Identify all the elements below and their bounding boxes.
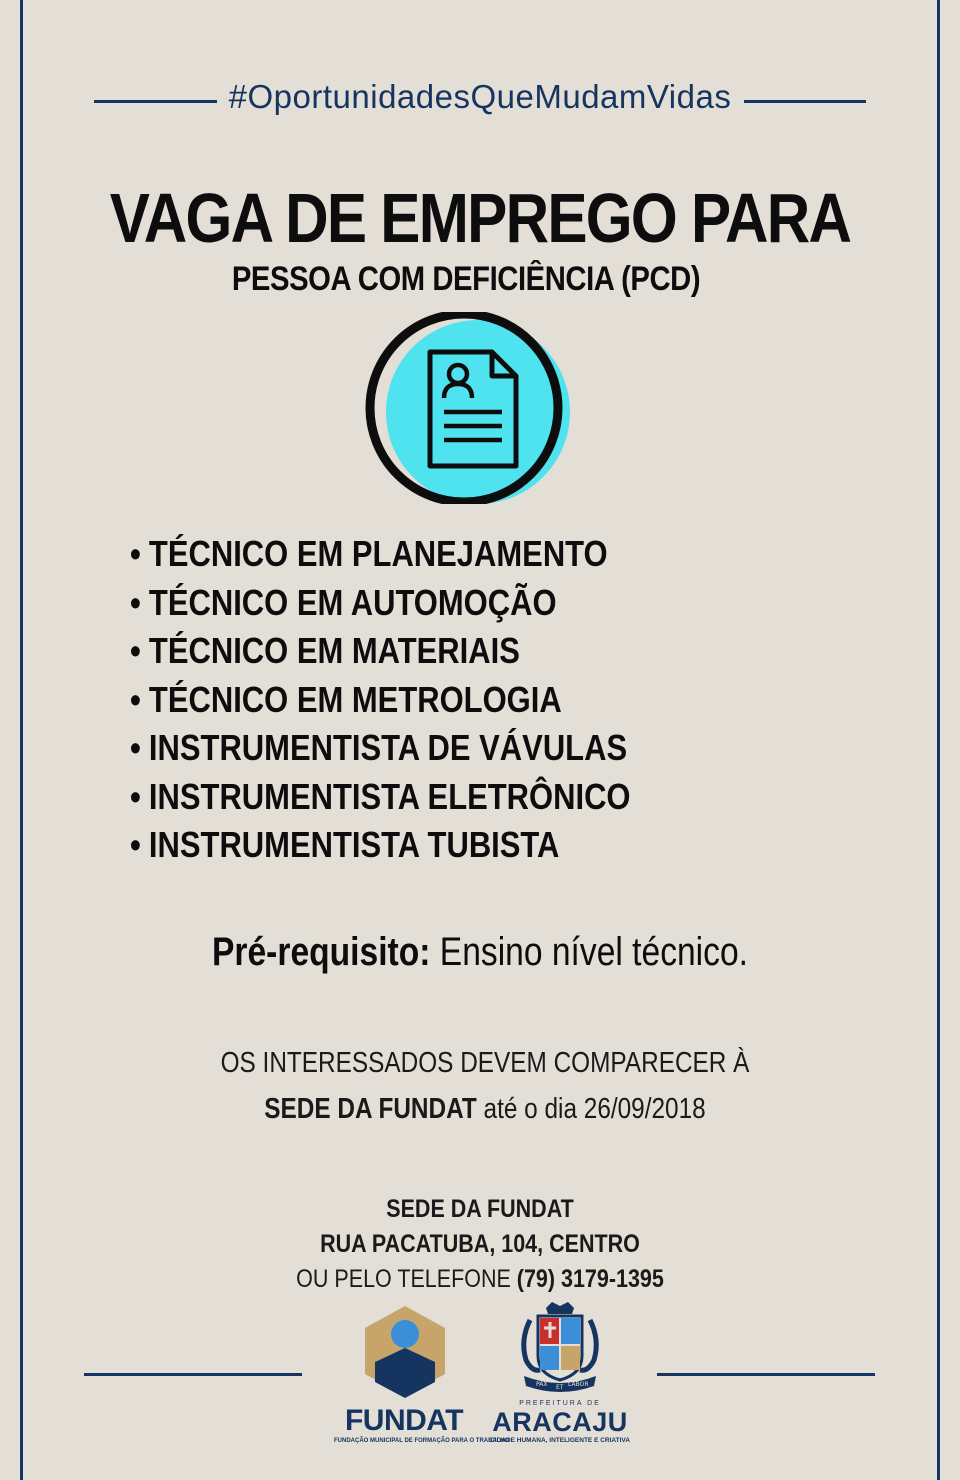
list-item: • TÉCNICO EM METROLOGIA [130,678,562,720]
aracaju-crest-icon [510,1300,610,1400]
page-title: VAGA DE EMPREGO PARA [109,179,851,257]
page-subtitle: PESSOA COM DEFICIÊNCIA (PCD) [231,260,701,298]
footer-rule-right [657,1373,875,1376]
aracaju-name: ARACAJU [492,1407,628,1437]
aracaju-prefeitura-label: PREFEITURA DE [519,1400,601,1407]
list-item: • TÉCNICO EM AUTOMOÇÃO [130,581,557,623]
interest-line: OS INTERESSADOS DEVEM COMPARECER À [220,1047,750,1079]
frame-left-border [20,0,23,1480]
crest-text-left: PAX [536,1381,548,1388]
crest-text-mid: ET [556,1384,564,1391]
crest-text-right: LABOR [568,1381,589,1388]
list-item: • INSTRUMENTISTA ELETRÔNICO [130,775,631,817]
frame-right-border [937,0,940,1480]
prerequisite-label: Pré-requisito: [212,930,431,974]
interest-deadline: até o dia 26/09/2018 [483,1093,706,1125]
address-block [67,1192,893,1297]
address-street: RUA PACATUBA, 104, CENTRO [320,1230,640,1258]
prerequisite-value: Ensino nível técnico. [439,930,748,974]
list-item: • INSTRUMENTISTA TUBISTA [130,824,560,865]
footer-rule-left [84,1373,302,1376]
hashtag: #OportunidadesQueMudamVidas [228,78,732,115]
interest-notice [78,1040,893,1132]
phone-number: (79) 3179-1395 [516,1265,664,1293]
fundat-subtitle: FUNDAÇÃO MUNICIPAL DE FORMAÇÃO PARA O TRABALHO [334,1438,510,1444]
aracaju-slogan: CIDADE HUMANA, INTELIGENTE E CRIATIVA [490,1437,630,1444]
list-item: • INSTRUMENTISTA DE VÁVULAS [130,727,628,768]
interest-place: SEDE DA FUNDAT [264,1093,477,1125]
phone-label: OU PELO TELEFONE [296,1265,511,1293]
fundat-name: FUNDAT [344,1404,464,1437]
resume-document-icon [364,312,584,504]
list-item: • TÉCNICO EM MATERIAIS [130,630,520,671]
prerequisite [77,930,883,975]
job-list [130,530,631,870]
address-title: SEDE DA FUNDAT [386,1195,574,1223]
list-item: • TÉCNICO EM PLANEJAMENTO [130,533,608,574]
